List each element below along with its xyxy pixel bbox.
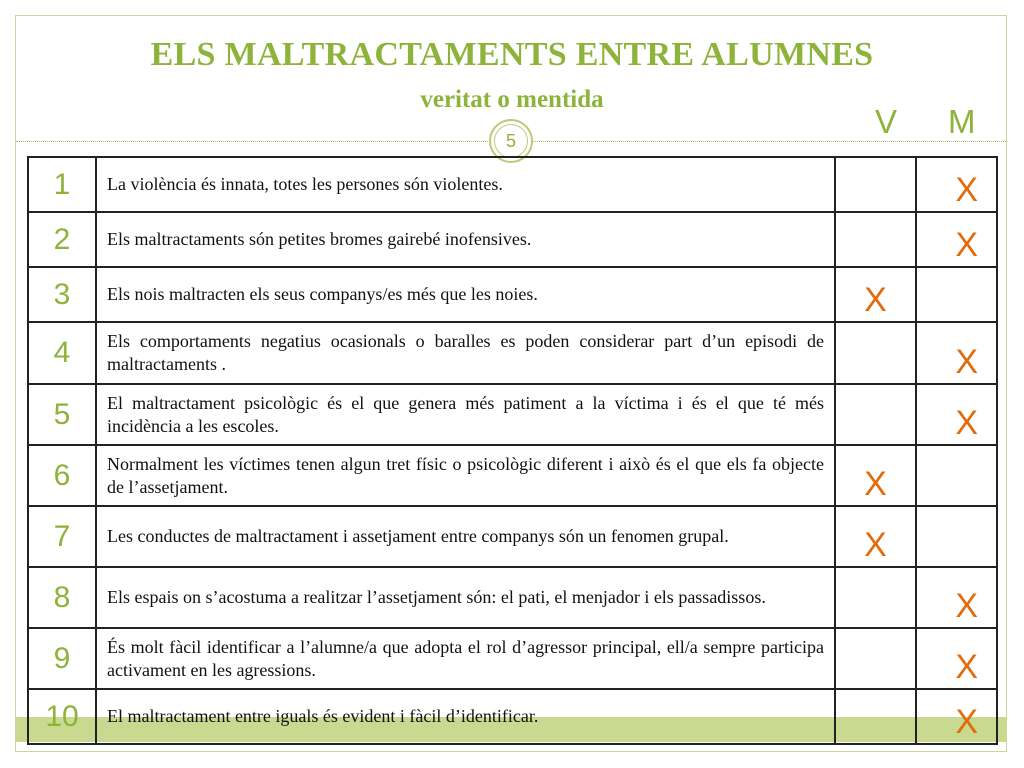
- statement-text: És molt fàcil identificar a l’alumne/a que adopta el rol d’agressor principal, ell/a sempre participa activament en les agressions.: [96, 628, 835, 689]
- mentida-cell[interactable]: [916, 445, 997, 506]
- column-header-v: V: [875, 103, 898, 140]
- table-body: [28, 157, 997, 744]
- true-false-table: [27, 156, 998, 745]
- veritat-cell[interactable]: [835, 689, 916, 744]
- mentida-cell[interactable]: [916, 628, 997, 689]
- mentida-mark: X: [955, 171, 978, 209]
- row-number: 5: [28, 384, 96, 445]
- table-row: [28, 384, 997, 445]
- veritat-mark: X: [864, 281, 887, 319]
- table-row: [28, 267, 997, 322]
- statement-text: El maltractament entre iguals és evident i fàcil d’identificar.: [96, 689, 835, 744]
- row-number: 4: [28, 322, 96, 384]
- veritat-cell[interactable]: [835, 267, 916, 322]
- mentida-cell[interactable]: [916, 567, 997, 628]
- table-row: [28, 212, 997, 267]
- statement-text: Les conductes de maltractament i assetjament entre companys són un fenomen grupal.: [96, 506, 835, 567]
- veritat-cell[interactable]: [835, 506, 916, 567]
- mentida-cell[interactable]: [916, 384, 997, 445]
- row-number: 10: [28, 689, 96, 744]
- slide-title: ELS MALTRACTAMENTS ENTRE ALUMNES: [150, 36, 874, 73]
- mentida-mark: X: [955, 648, 978, 686]
- mentida-mark: X: [955, 703, 978, 741]
- mentida-mark: X: [955, 404, 978, 442]
- veritat-cell[interactable]: [835, 157, 916, 212]
- veritat-cell[interactable]: [835, 628, 916, 689]
- table-row: [28, 157, 997, 212]
- slide-number: 5: [494, 124, 528, 158]
- statement-text: La violència és innata, totes les persones són violentes.: [96, 157, 835, 212]
- table-row: [28, 689, 997, 744]
- table-row: [28, 445, 997, 506]
- veritat-cell[interactable]: [835, 212, 916, 267]
- column-header-m: M: [948, 103, 976, 140]
- row-number: 1: [28, 157, 96, 212]
- mentida-cell[interactable]: [916, 506, 997, 567]
- statement-text: Normalment les víctimes tenen algun tret físic o psicològic diferent i això és el que els fa objecte de l’assetjament.: [96, 445, 835, 506]
- statement-text: El maltractament psicològic és el que genera més patiment a la víctima i és el que té més incidència a les escoles.: [96, 384, 835, 445]
- statement-text: Els espais on s’acostuma a realitzar l’assetjament són: el pati, el menjador i els passadissos.: [96, 567, 835, 628]
- veritat-mark: X: [864, 526, 887, 564]
- table-row: [28, 567, 997, 628]
- mentida-mark: X: [955, 587, 978, 625]
- mentida-cell[interactable]: [916, 267, 997, 322]
- table-row: [28, 628, 997, 689]
- veritat-cell[interactable]: [835, 322, 916, 384]
- mentida-cell[interactable]: [916, 322, 997, 384]
- row-number: 6: [28, 445, 96, 506]
- mentida-mark: X: [955, 226, 978, 264]
- row-number: 7: [28, 506, 96, 567]
- row-number: 3: [28, 267, 96, 322]
- mentida-cell[interactable]: [916, 157, 997, 212]
- veritat-cell[interactable]: [835, 384, 916, 445]
- row-number: 2: [28, 212, 96, 267]
- table-row: [28, 506, 997, 567]
- statement-text: Els nois maltracten els seus companys/es més que les noies.: [96, 267, 835, 322]
- table-row: [28, 322, 997, 384]
- slide-subtitle: veritat o mentida: [420, 86, 604, 113]
- row-number: 8: [28, 567, 96, 628]
- veritat-mark: X: [864, 465, 887, 503]
- mentida-cell[interactable]: [916, 689, 997, 744]
- mentida-mark: X: [955, 343, 978, 381]
- veritat-cell[interactable]: [835, 567, 916, 628]
- row-number: 9: [28, 628, 96, 689]
- statement-text: Els comportaments negatius ocasionals o baralles es poden considerar part d’un episodi de maltractaments .: [96, 322, 835, 384]
- mentida-cell[interactable]: [916, 212, 997, 267]
- statement-text: Els maltractaments són petites bromes gairebé inofensives.: [96, 212, 835, 267]
- veritat-cell[interactable]: [835, 445, 916, 506]
